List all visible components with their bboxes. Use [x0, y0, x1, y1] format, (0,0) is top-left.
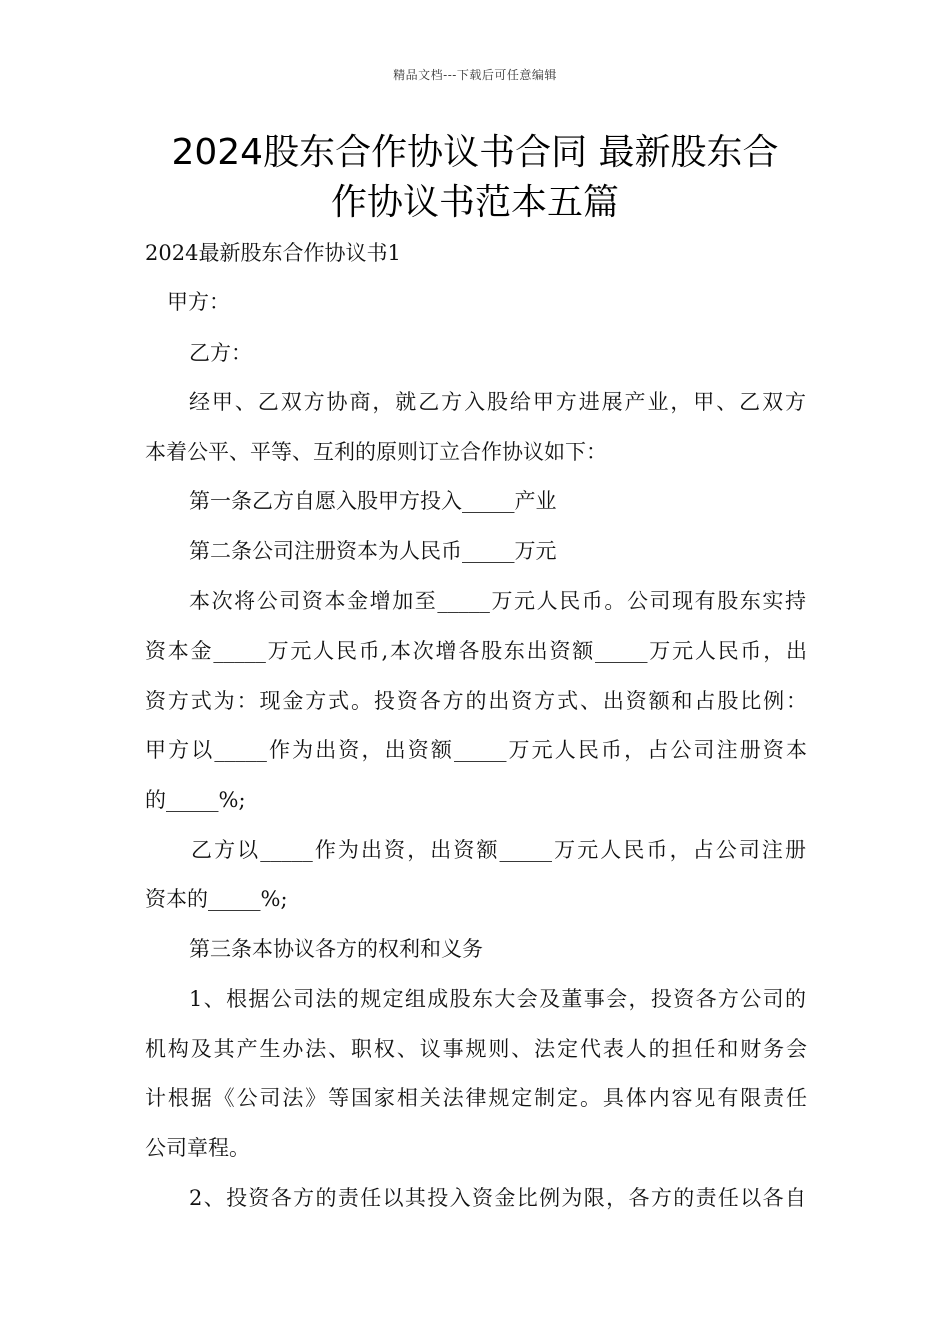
- paragraph-line: 1、根据公司法的规定组成股东大会及董事会，投资各方公司的: [189, 987, 806, 1011]
- article-line: 第一条乙方自愿入股甲方投入_____产业: [189, 489, 557, 513]
- document-title-line-2: 作协议书范本五篇: [330, 182, 619, 223]
- article-line: 第三条本协议各方的权利和义务: [189, 937, 483, 961]
- document-title-line-1: 2024股东合作协议书合同 最新股东合: [171, 132, 779, 173]
- paragraph-line: 的_____%;: [145, 788, 246, 812]
- header-note: 精品文档---下载后可任意编辑: [393, 68, 557, 82]
- paragraph-line: 本次将公司资本金增加至_____万元人民币。公司现有股东实持: [189, 589, 806, 613]
- paragraph-line: 计根据《公司法》等国家相关法律规定制定。具体内容见有限责任: [145, 1086, 807, 1110]
- paragraph-line: 本着公平、平等、互利的原则订立合作协议如下：: [145, 440, 607, 464]
- section-heading: 2024最新股东合作协议书1: [145, 241, 401, 265]
- paragraph-line: 机构及其产生办法、职权、议事规则、法定代表人的担任和财务会: [145, 1037, 807, 1061]
- paragraph-line: 甲方以_____作为出资，出资额_____万元人民币，占公司注册资本: [145, 738, 807, 762]
- article-line: 第二条公司注册资本为人民币_____万元: [189, 539, 557, 563]
- paragraph-line: 乙方以_____作为出资，出资额_____万元人民币，占公司注册: [191, 838, 806, 862]
- paragraph-line: 资方式为：现金方式。投资各方的出资方式、出资额和占股比例：: [145, 689, 807, 713]
- paragraph-line: 资本的_____%;: [145, 887, 288, 911]
- party-a-label: 甲方：: [167, 290, 230, 314]
- paragraph-line: 经甲、乙双方协商，就乙方入股给甲方进展产业，甲、乙双方: [189, 390, 806, 414]
- paragraph-line: 公司章程。: [145, 1136, 250, 1160]
- paragraph-line: 资本金_____万元人民币,本次增各股东出资额_____万元人民币，出: [145, 639, 807, 663]
- party-b-label: 乙方：: [189, 341, 252, 365]
- paragraph-line: 2、投资各方的责任以其投入资金比例为限，各方的责任以各自: [189, 1186, 806, 1210]
